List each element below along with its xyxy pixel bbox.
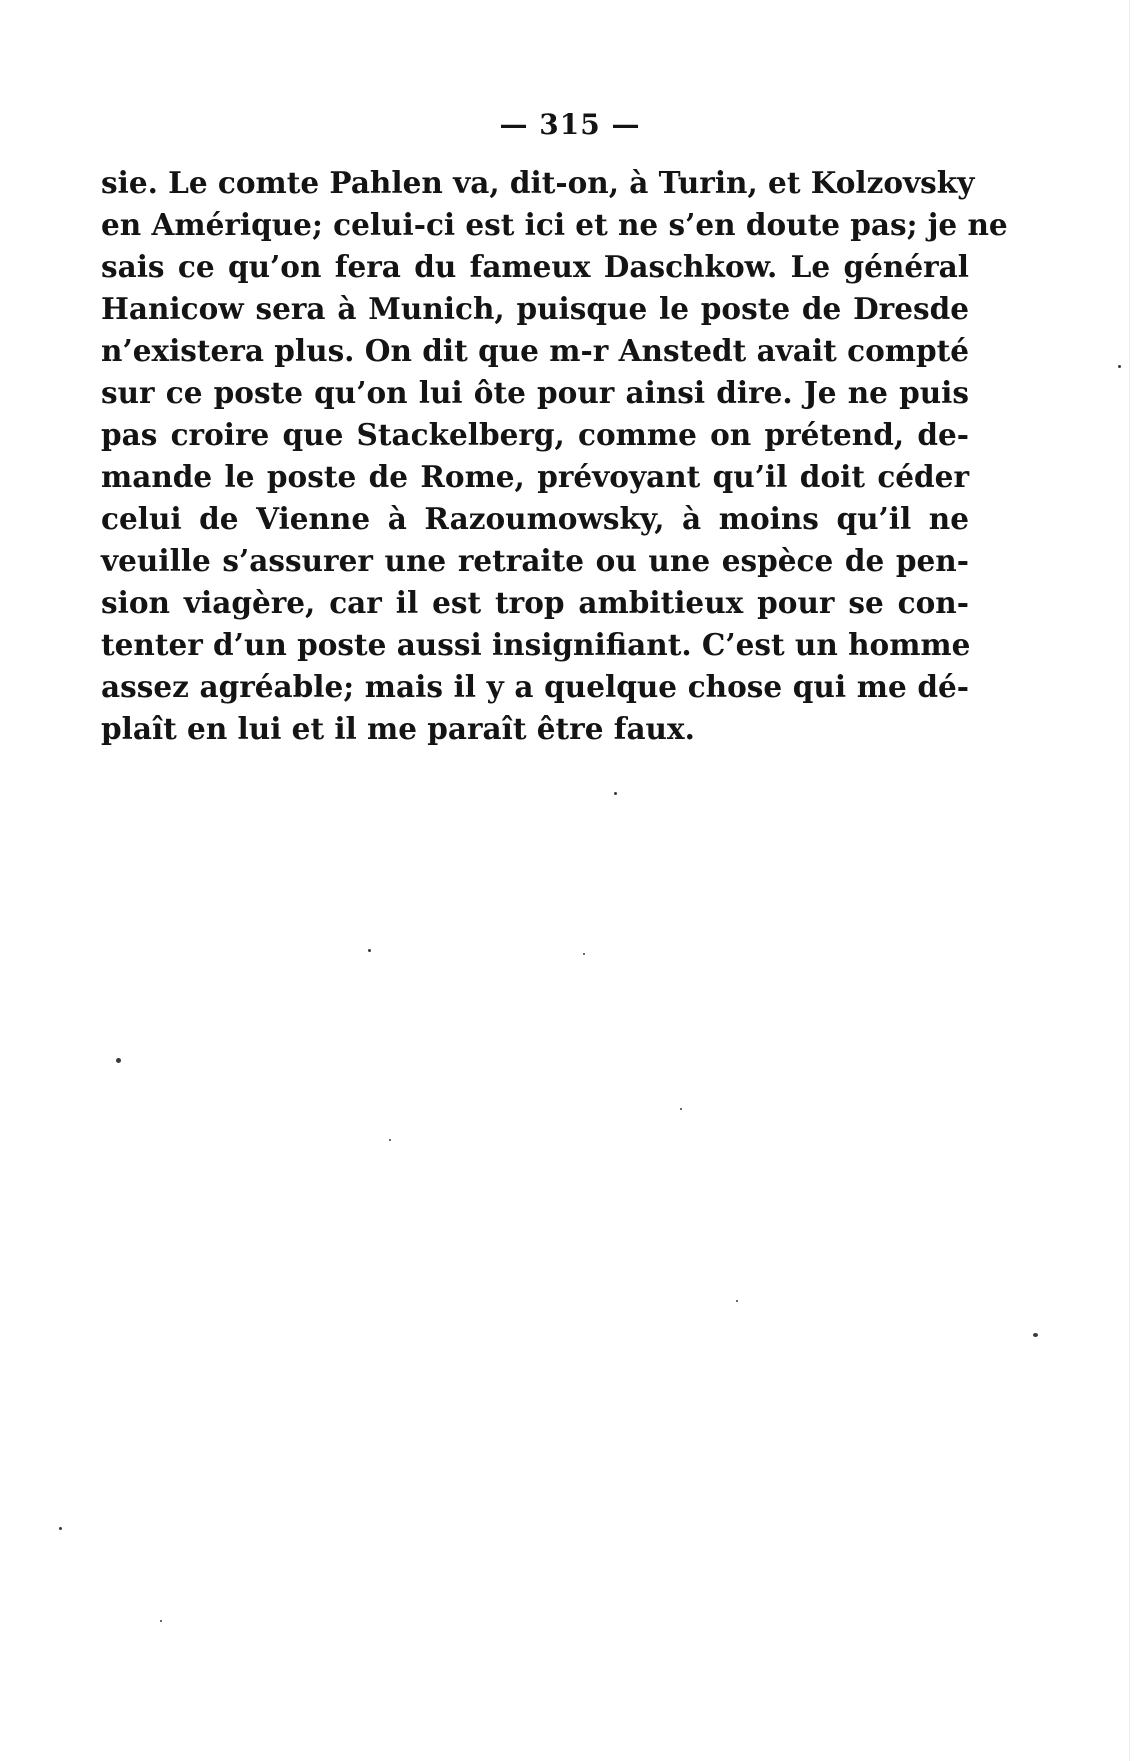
- text-line: pas croire que Stackelberg, comme on prétend, de-: [101, 417, 969, 452]
- text-line: Hanicow sera à Munich, puisque le poste de Dresde: [101, 291, 969, 326]
- scan-speck: [368, 949, 371, 952]
- scan-speck: [1033, 1333, 1038, 1337]
- text-line: sais ce qu’on fera du fameux Daschkow. Le général: [101, 249, 969, 284]
- text-line: sur ce poste qu’on lui ôte pour ainsi dire. Je ne puis: [101, 375, 969, 410]
- text-line: sion viagère, car il est trop ambitieux pour se con-: [101, 585, 969, 620]
- scan-speck: [583, 953, 585, 955]
- page-number: — 315 —: [499, 108, 641, 141]
- text-line: mande le poste de Rome, prévoyant qu’il doit céder: [101, 459, 969, 494]
- body-text: [101, 162, 1008, 750]
- scan-speck: [116, 1058, 121, 1063]
- text-line: celui de Vienne à Razoumowsky, à moins qu’il ne: [101, 501, 969, 536]
- scan-speck: [1118, 365, 1121, 368]
- text-line: n’existera plus. On dit que m-r Anstedt avait compté: [101, 333, 969, 368]
- text-line: assez agréable; mais il y a quelque chose qui me dé-: [101, 669, 969, 704]
- scan-speck: [389, 1139, 391, 1141]
- scan-speck: [736, 1300, 738, 1302]
- scan-speck: [680, 1108, 682, 1110]
- text-line-last: plaît en lui et il me paraît être faux.: [101, 711, 695, 746]
- text-line: sie. Le comte Pahlen va, dit-on, à Turin, et Kolzovsky: [101, 165, 975, 200]
- text-line: tenter d’un poste aussi insignifiant. C’est un homme: [101, 627, 971, 662]
- page-edge-shadow: [1129, 0, 1130, 1761]
- text-line: veuille s’assurer une retraite ou une espèce de pen-: [101, 543, 969, 578]
- scan-speck: [614, 792, 617, 795]
- scan-speck: [59, 1527, 62, 1530]
- text-line: en Amérique; celui-ci est ici et ne s’en doute pas; je ne: [101, 207, 1008, 242]
- scan-speck: [160, 1620, 162, 1622]
